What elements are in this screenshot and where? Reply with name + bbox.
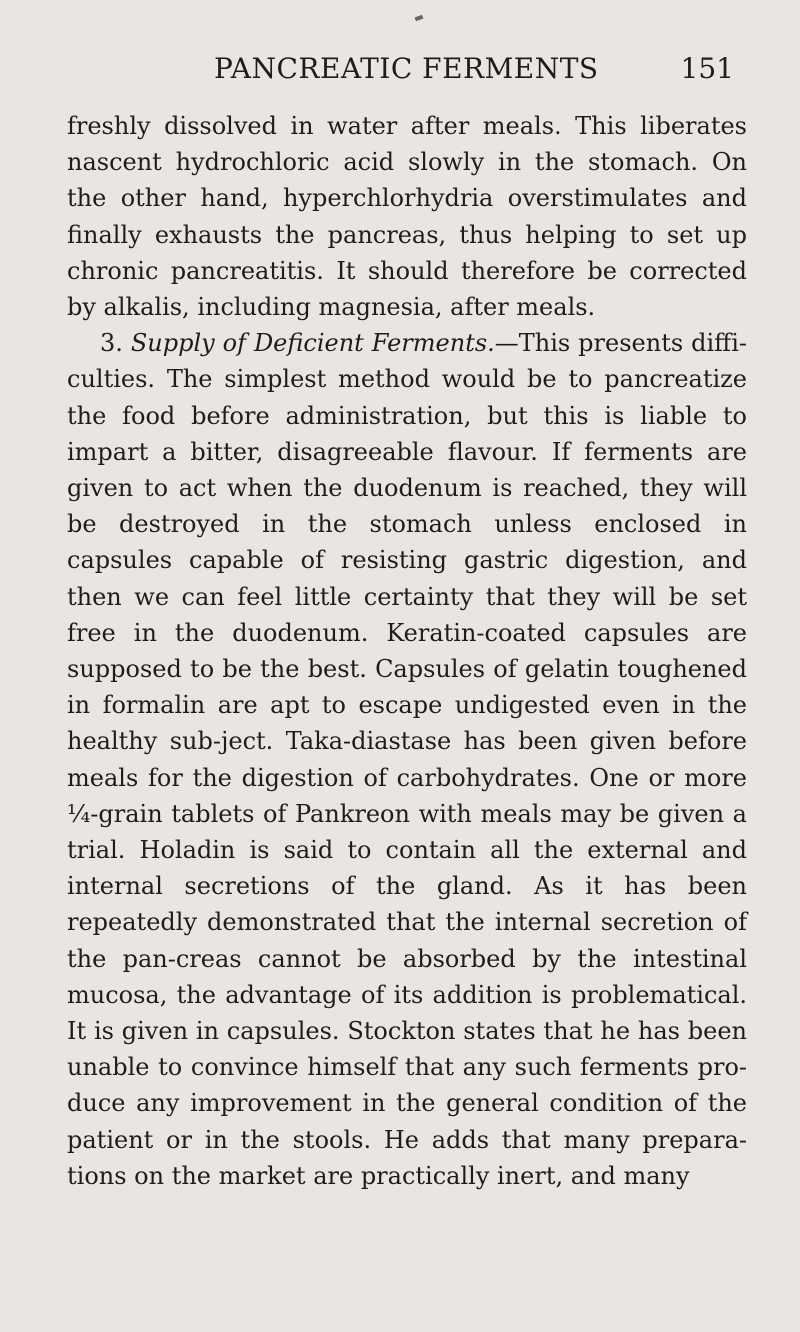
print-mark	[415, 15, 424, 21]
opening-paragraph: freshly dissolved in water after meals. This liberates nascent hydrochloric acid slowly in the stomach. On the other hand, hyperchlorhydria overstimulates and finally exhausts the pancreas, thus helping to set up chronic pancreatitis. It should therefore be corrected by alkalis, including magnesia, after meals.	[67, 112, 747, 322]
section-text: —This presents diffi-culties. The simplest method would be to pancreatize the food before administration, but this is liable to impart a bitter, disagreeable flavour. If ferments are given to act when the duodenum is reached, they will be destroyed in the stomach unless enclosed in capsules capable of resisting gastric digestion, and then we can feel little certainty that they will be set free in the duodenum. Keratin-coated capsules are supposed to be the best. Capsules of gelatin toughened in formalin are apt to escape undigested even in the healthy sub-ject. Taka-diastase has been given before meals for the digestion of carbohydrates. One or more ¼-grain tablets of Pankreon with meals may be given a trial. Holadin is said to contain all the external and internal secretions of the gland. As it has been repeatedly demonstrated that the internal secretion of the pan-creas cannot be absorbed by the intestinal mucosa, the advantage of its addition is problematical. It is given in capsules. Stockton states that he has been unable to convince himself that any such ferments pro-duce any improvement in the general condition of the patient or in the stools. He adds that many prepara-tions on the market are practically inert, and many	[67, 329, 747, 1190]
section-heading: Supply of Deficient Ferments.	[130, 329, 495, 358]
page-number: 151	[680, 52, 734, 85]
section-number: 3.	[100, 329, 123, 358]
body-text	[67, 108, 747, 1194]
section-paragraph	[67, 325, 747, 1194]
running-head	[214, 52, 734, 92]
running-title: PANCREATIC FERMENTS	[214, 52, 599, 85]
